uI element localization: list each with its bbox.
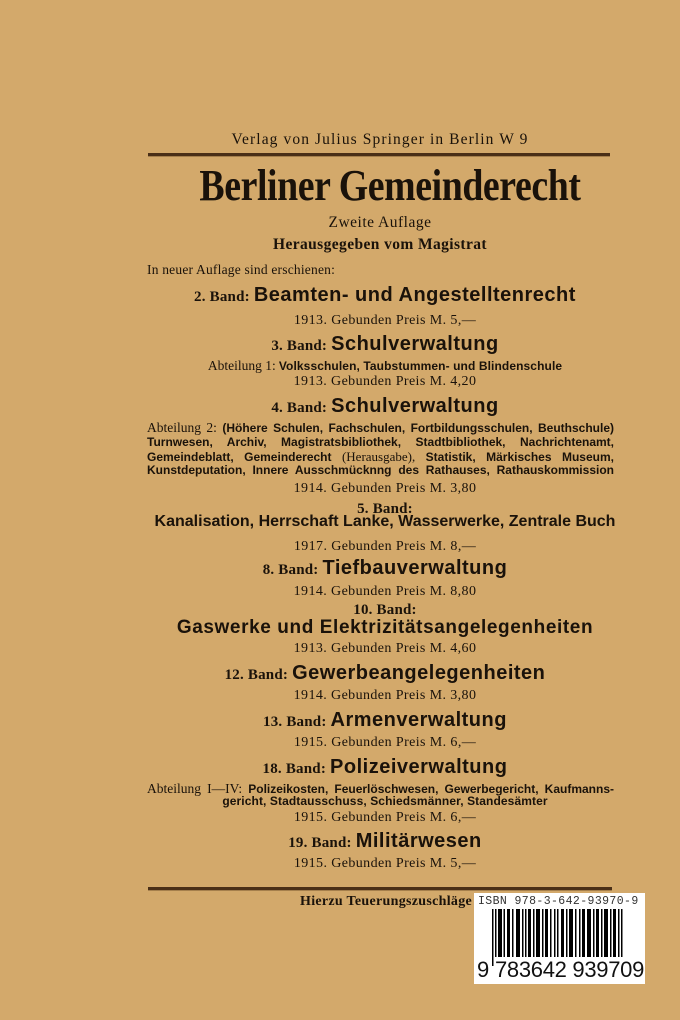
volume-number: 18. Band: [262,761,327,777]
volume-3-section [140,358,630,374]
volume-number: 12. Band: [224,667,289,683]
volume-number: 19. Band: [288,835,352,851]
volume-4-section-line-3 [147,450,614,464]
section-text: Volksschulen, Taubstummen- und Blindenschule [278,359,563,373]
page-title: Berliner Gemeinderecht [199,161,581,210]
volume-8-heading [140,557,630,580]
volume-10-price: 1913. Gebunden Preis M. 4,60 [293,641,477,656]
volume-5-heading [140,513,630,531]
volume-number: 13. Band: [263,714,327,730]
section-text: Polizeikosten, Feuerlöschwesen, Gewerbegericht, Kaufmanns- [248,782,614,796]
volume-3-heading [140,333,630,356]
volume-4-price: 1914. Gebunden Preis M. 3,80 [293,481,477,496]
ean-digits: 783642 939709 [495,957,645,982]
intro-text: In neuer Auflage sind erschienen: [147,262,336,277]
volume-title: Armenverwaltung [330,709,507,731]
volume-5-price: 1917. Gebunden Preis M. 8,— [293,539,477,554]
volume-4-section-line-1 [147,421,614,435]
price-surcharge-note: Hierzu Teuerungszuschläge [300,894,473,909]
publisher-line: Verlag von Julius Springer in Berlin W 9 [231,131,529,148]
section-text: Gemeindeblatt, Gemeinderecht [147,450,332,464]
volume-10-number: 10. Band: [353,602,417,618]
volume-title: Militärwesen [355,830,482,852]
volume-4-section-line-2: Turnwesen, Archiv, Magistratsbibliothek, Stadtbibliothek, Nachrichtenamt, [147,435,614,449]
volume-2-price: 1913. Gebunden Preis M. 5,— [293,313,477,328]
editor-label: Herausgegeben vom Magistrat [273,236,487,253]
isbn-barcode [474,893,645,984]
section-text: (Herausgabe), [341,449,416,464]
section-text: Statistik, Märkisches Museum, [425,450,614,464]
section-label: Abteilung 2: [147,420,217,435]
volume-10-heading [140,617,630,639]
section-text: (Höhere Schulen, Fachschulen, Fortbildungsschulen, Beuthschule) [222,421,614,435]
volume-number: 4. Band: [271,400,328,416]
ean-first-digit: 9 [477,957,489,982]
volume-number: 8. Band: [262,562,319,578]
volume-13-heading [140,709,630,732]
volume-19-price: 1915. Gebunden Preis M. 5,— [293,856,477,871]
volume-title: Schulverwaltung [331,333,499,355]
isbn-label: ISBN 978-3-642-93970-9 [478,895,639,908]
top-rule [148,153,610,156]
volume-title: Polizeiverwaltung [330,756,508,778]
volume-12-price: 1914. Gebunden Preis M. 3,80 [293,688,477,703]
bottom-rule [148,887,612,890]
volume-5-number: 5. Band: [357,501,413,517]
volume-number: 2. Band: [194,289,250,305]
volume-title: Beamten- und Angestelltenrecht [253,284,576,306]
volume-2-heading [140,284,630,307]
volume-4-heading [140,395,630,418]
volume-13-price: 1915. Gebunden Preis M. 6,— [293,735,477,750]
section-label: Abteilung I—IV: [147,781,243,796]
section-label: Abteilung 1: [207,358,276,373]
volume-title: Gaswerke und Elektrizitätsangelegenheiten [176,617,594,638]
volume-number: 3. Band: [271,338,328,354]
volume-8-price: 1914. Gebunden Preis M. 8,80 [293,584,477,599]
section-text: gericht, Stadtausschuss, Schiedsmänner, Standesämter [222,794,548,808]
volume-4-section-line-4: Kunstdeputation, Innere Ausschmücknng des Rathauses, Rathauskommission [147,463,614,477]
edition-label: Zweite Auflage [328,214,432,231]
volume-18-price: 1915. Gebunden Preis M. 6,— [293,810,477,825]
volume-18-section-line-2 [140,794,630,809]
volume-12-heading [140,662,630,685]
volume-title: Gewerbeangelegenheiten [292,662,546,684]
volume-3-price: 1913. Gebunden Preis M. 4,20 [293,374,477,389]
volume-title: Tiefbauverwaltung [322,557,508,579]
volume-19-heading [140,830,630,853]
volume-18-heading [140,756,630,779]
volume-title: Schulverwaltung [331,395,499,417]
volume-title: Kanalisation, Herrschaft Lanke, Wasserwerke, Zentrale Buch [154,513,616,530]
